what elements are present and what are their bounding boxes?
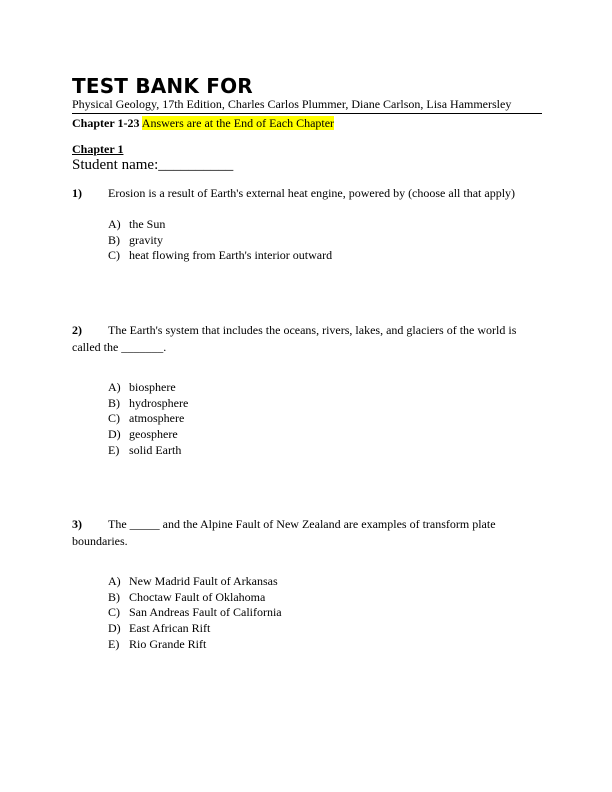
option-letter: A) [108, 380, 121, 394]
question-3 [72, 516, 542, 550]
option-letter: B) [108, 395, 120, 410]
option-letter: E) [108, 442, 120, 457]
chapter-heading: Chapter 1 [72, 142, 124, 156]
option-text: San Andreas Fault of California [129, 605, 282, 620]
option-text: New Madrid Fault of Arkansas [129, 574, 278, 588]
option-text: East African Rift [129, 621, 211, 636]
question-number: 3) [72, 517, 82, 531]
option-text: atmosphere [129, 411, 185, 426]
option-item [108, 233, 332, 249]
option-text: Rio Grande Rift [129, 636, 207, 651]
question-2 [72, 322, 542, 356]
option-item [108, 443, 188, 459]
option-item [108, 637, 282, 653]
chapter-range: Chapter 1-23 [72, 116, 140, 130]
option-text: the Sun [129, 217, 166, 231]
question-text: The _____ and the Alpine Fault of New Zealand are examples of transform plate boundaries. [72, 517, 496, 548]
option-text: gravity [129, 232, 163, 247]
question-number: 2) [72, 323, 82, 337]
option-letter: A) [108, 574, 121, 588]
option-letter: B) [108, 589, 120, 604]
option-text: biosphere [129, 380, 176, 394]
question-2-options [108, 380, 188, 458]
option-item [108, 396, 188, 412]
header-divider [72, 113, 542, 114]
question-number: 1) [72, 186, 82, 200]
option-letter: C) [108, 605, 120, 620]
option-letter: E) [108, 636, 120, 651]
option-text: solid Earth [129, 442, 182, 457]
option-letter: B) [108, 232, 120, 247]
option-item [108, 574, 282, 590]
answers-note: Answers are at the End of Each Chapter [141, 116, 335, 130]
option-item [108, 605, 282, 621]
document-title: TEST BANK FOR [72, 74, 253, 98]
option-item [108, 590, 282, 606]
option-item [108, 217, 332, 233]
option-letter: A) [108, 217, 121, 231]
question-1-options [108, 217, 332, 264]
question-3-options [108, 574, 282, 652]
book-citation: Physical Geology, 17th Edition, Charles Carlos Plummer, Diane Carlson, Lisa Hammersley [72, 97, 512, 111]
option-item [108, 248, 332, 264]
option-item [108, 380, 188, 396]
option-letter: C) [108, 248, 120, 263]
student-name-field: Student name:__________ [72, 157, 234, 173]
option-text: heat flowing from Earth's interior outward [129, 248, 333, 263]
option-text: geosphere [129, 427, 178, 442]
option-letter: C) [108, 411, 120, 426]
option-item [108, 427, 188, 443]
question-text: The Earth's system that includes the oceans, rivers, lakes, and glaciers of the world is called the _______. [72, 323, 517, 354]
option-text: hydrosphere [129, 395, 189, 410]
question-1 [72, 185, 542, 202]
option-letter: D) [108, 427, 121, 442]
question-text: Erosion is a result of Earth's external heat engine, powered by (choose all that apply) [108, 186, 516, 200]
option-letter: D) [108, 621, 121, 636]
option-item [108, 621, 282, 637]
chapter-range-line [72, 116, 334, 130]
option-text: Choctaw Fault of Oklahoma [129, 589, 266, 604]
option-item [108, 411, 188, 427]
